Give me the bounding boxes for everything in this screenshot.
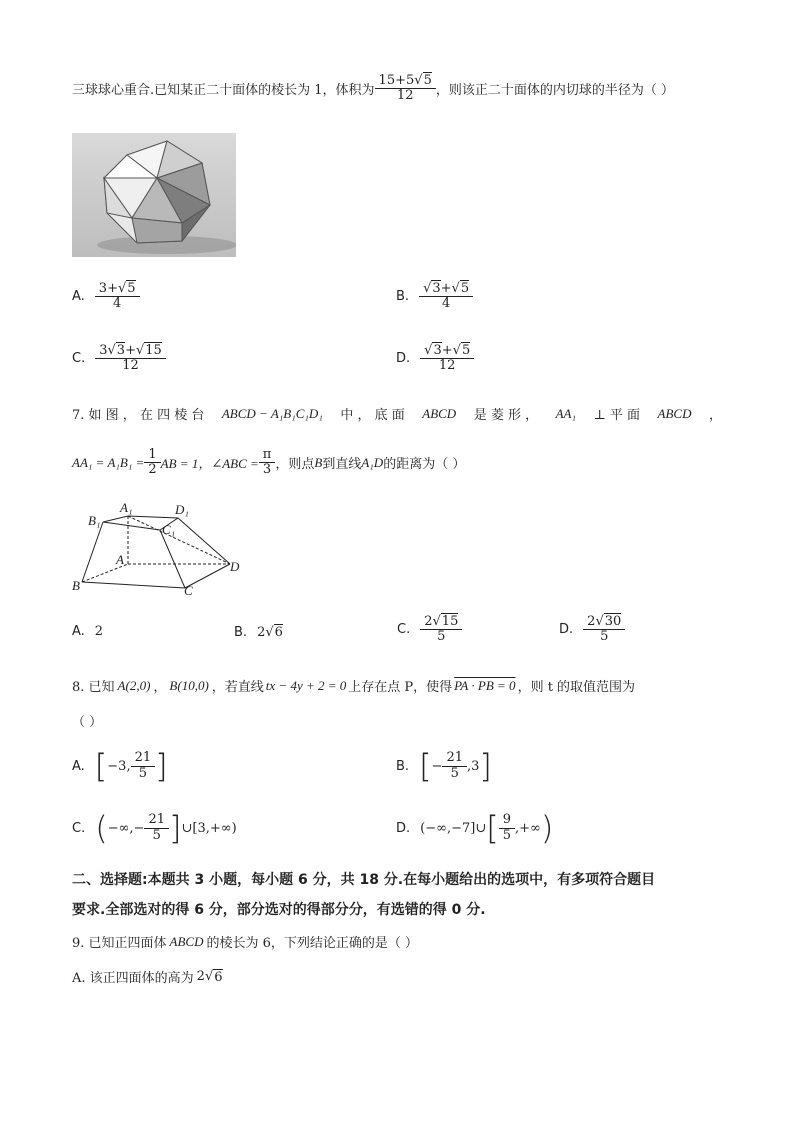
q6-stem-text-b: ，则该正二十面体的内切球的半径为（ ） [435, 83, 674, 99]
label-c: C [184, 583, 193, 596]
q6-volume-fraction: $\frac{15+5√5}{12}$ [377, 74, 434, 104]
q6-option-d[interactable]: D. $\frac{√3+√5}{12}$ [396, 344, 474, 374]
label-b1: B₁ [88, 513, 101, 528]
q7-option-b[interactable]: B. 2 √ 6 [234, 624, 283, 640]
q7-option-a[interactable]: A. 2 [72, 624, 104, 639]
label-c1: C₁ [162, 522, 176, 537]
icosahedron-image [72, 133, 236, 257]
q6-stem-text-a: 三球球心重合.已知某正二十面体的棱长为 1，体积为 [72, 83, 375, 99]
q7-option-c[interactable]: C. $\frac{2√15}{5}$ [397, 615, 462, 645]
label-d: D [230, 559, 240, 574]
q9-option-a[interactable]: A. 该正四面体的高为 2 √ 6 [72, 969, 223, 986]
q7-option-d[interactable]: D. $\frac{2√30}{5}$ [559, 615, 625, 645]
q6-stem [72, 74, 674, 104]
icosahedron-drawing [72, 133, 236, 257]
q7-frustum-figure [70, 500, 250, 596]
label-a1: A₁ [120, 500, 133, 515]
q7-line-2: AA₁ = A₁B₁ = $\frac{1}{2}$ AB = 1，∠ABC = $\frac{\pi}{3}$ ，则点 B 到直线 A₁D 的距离为（ ） [72, 447, 466, 478]
q6-option-b[interactable]: B. $\frac{√3+√5}{4}$ [396, 282, 473, 312]
q7-line-1: 7. 如 图 ， 在 四 棱 台 ABCD − A₁B₁C₁D₁ 中 ， 底 面 ABCD 是 菱 形 ， AA₁ ⊥ 平 面 ABCD ， [72, 405, 722, 423]
label-d1: D₁ [175, 502, 189, 517]
q6-option-c[interactable]: C. $\frac{3√3+√15}{12}$ [72, 344, 166, 374]
q8-option-c[interactable]: C. ( −∞,− $\frac{21}{5}$ ] ∪[3,+∞) [72, 809, 237, 847]
q8-option-a[interactable]: A. [ −3, $\frac{21}{5}$ ] [72, 747, 168, 785]
q8-line-1: 8. 已知 A(2,0) ， B(10,0) ，若直线 tx − 4y + 2 = 0 上存在点 P，使得 PA · PB = 0 ，则 t 的取值范围为 [72, 677, 636, 695]
q8-option-b[interactable]: B. [ − $\frac{21}{5}$ ,3 ] [396, 747, 492, 785]
q6-option-a[interactable]: A. $\frac{3+√5}{4}$ [72, 282, 140, 312]
q8-line-2: （ ） [72, 715, 103, 730]
q8-option-d[interactable]: D. (−∞,−7]∪ [ $\frac{9}{5}$ ,+∞ ) [396, 809, 554, 847]
q9-stem: 9. 已知正四面体 ABCD 的棱长为 6，下列结论正确的是（ ） [72, 933, 419, 951]
section-2-heading-line-1: 二、选择题:本题共 3 小题，每小题 6 分，共 18 分.在每小题给出的选项中，有多项符合题目 [72, 872, 656, 888]
section-2-heading-line-2: 要求.全部选对的得 6 分，部分选对的得部分分，有选错的得 0 分. [72, 902, 486, 918]
label-b: B [72, 578, 80, 593]
label-a: A [116, 552, 124, 567]
